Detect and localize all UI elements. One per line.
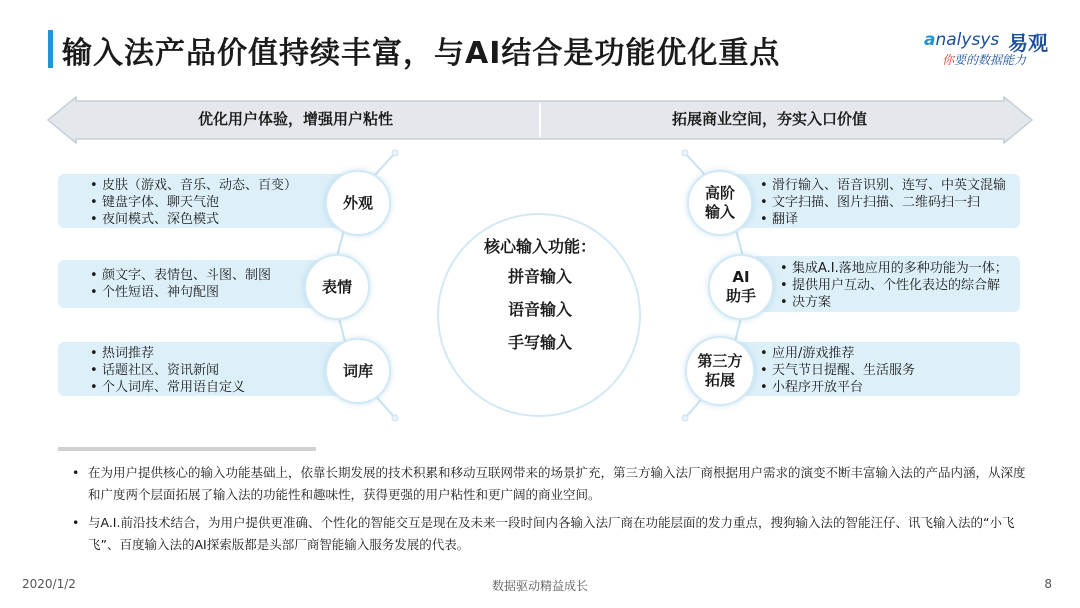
page-title: 输入法产品价值持续丰富，与AI结合是功能优化重点 (62, 36, 781, 71)
advanced-input-node: 高阶 输入 (687, 170, 753, 236)
footer-date: 2020/1/2 (22, 577, 76, 591)
core-input-item: 拼音输入 (507, 267, 572, 286)
ai-assistant-node: AI 助手 (708, 254, 774, 320)
note-item: • 与A.I.前沿技术结合，为用户提供更准确、个性化的智能交互是现在及未来一段时间内各输入法厂商在功能层面的发力重点，搜狗输入法的智能汪仔、讯飞输入法的“小飞飞”、百度输入法的AI探索版都是头部厂商智能输入服务发展的代表。 (70, 512, 1030, 556)
left-bottom-dot (392, 415, 398, 421)
appearance-node: 外观 (325, 170, 391, 236)
list-item: • 夜间模式、深色模式 (88, 211, 348, 228)
list-item: • 个性短语、神句配图 (88, 284, 328, 301)
list-item-continuation: • 决方案 (778, 294, 1020, 311)
section-divider (58, 447, 316, 451)
arrow-left-label: 优化用户体验，增强用户粘性 (198, 110, 394, 128)
list-item: • 颜文字、表情包、斗图、制图 (88, 267, 328, 284)
list-item: • 天气节日提醒、生活服务 (758, 362, 1020, 379)
list-item: • 集成A.I.落地应用的多种功能为一体； (778, 260, 1020, 277)
third-party-node: 第三方 拓展 (685, 336, 755, 406)
footer-slogan: 数据驱动精益成长 (491, 579, 588, 593)
lexicon-node: 词库 (325, 338, 391, 404)
list-item: • 滑行输入、语音识别、连写、中英文混输 (758, 177, 1020, 194)
core-input-item: 语音输入 (507, 300, 572, 319)
logo-slogan: 你要的数据能力 (942, 53, 1027, 67)
core-input-heading: 核心输入功能： (483, 237, 596, 256)
emoji-node: 表情 (304, 254, 370, 320)
logo-english: analysys (924, 30, 1000, 50)
list-item: • 热词推荐 (88, 345, 348, 362)
note-item: • 在为用户提供核心的输入功能基础上，依靠长期发展的技术积累和移动互联网带来的场景扩充，第三方输入法厂商根据用户需求的演变不断丰富输入法的产品内涵，从深度和广度两个层面拓展了输入法的功能性和趣味性，获得更强的用户粘性和更广阔的商业空间。 (70, 462, 1030, 506)
list-item: • 皮肤（游戏、音乐、动态、百变） (88, 177, 348, 194)
left-top-dot (392, 150, 398, 156)
notes (70, 462, 1030, 562)
list-item: • 翻译 (758, 211, 1020, 228)
list-item: • 个人词库、常用语自定义 (88, 379, 348, 396)
right-top-dot (682, 150, 688, 156)
list-item: • 小程序开放平台 (758, 379, 1020, 396)
right-bottom-dot (682, 415, 688, 421)
advanced-input-card (730, 174, 1020, 228)
list-item: • 键盘字体、聊天气泡 (88, 194, 348, 211)
arrow-right-label: 拓展商业空间，夯实入口价值 (672, 110, 868, 128)
logo-chinese: 易观 (1008, 31, 1048, 55)
appearance-card (58, 174, 348, 228)
list-item: • 文字扫描、图片扫描、二维码扫一扫 (758, 194, 1020, 211)
list-item: • 话题社区、资讯新闻 (88, 362, 348, 379)
list-item: • 提供用户互动、个性化表达的综合解 (778, 277, 1020, 294)
core-input-item: 手写输入 (507, 333, 572, 352)
page-number: 8 (1044, 577, 1052, 591)
list-item: • 应用/游戏推荐 (758, 345, 1020, 362)
